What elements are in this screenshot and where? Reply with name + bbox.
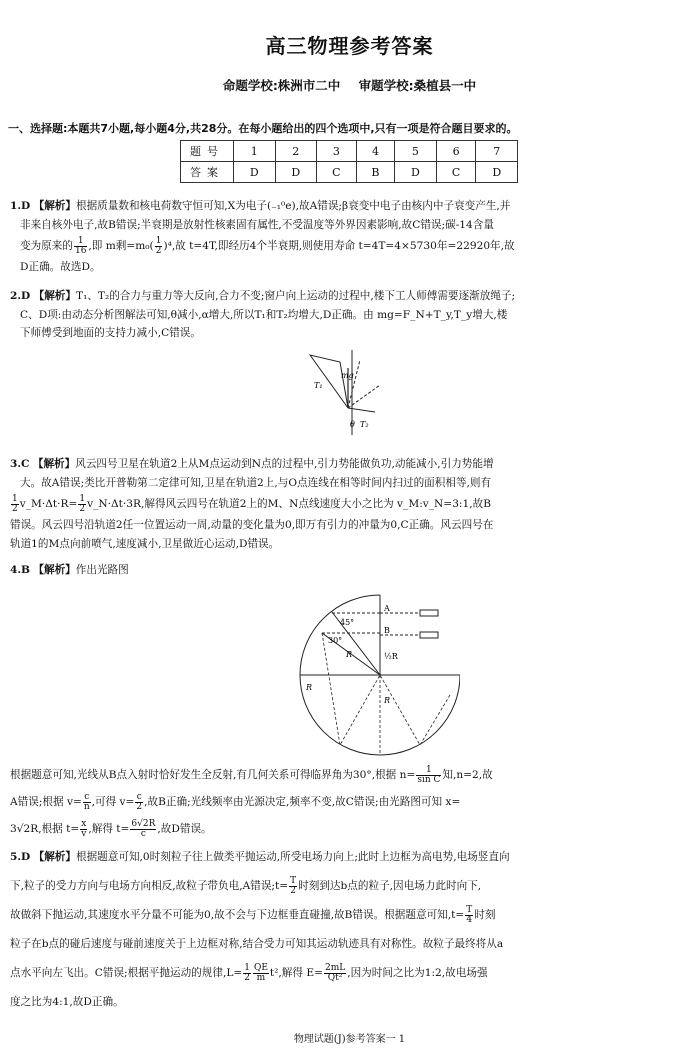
q1-fraction: $\frac{1}{16}$ — [74, 235, 87, 256]
q3-tag: 【解析】 — [32, 458, 76, 470]
q4b-fraction: $\frac{c}{2}$ — [136, 791, 143, 812]
q5-explanation — [10, 843, 690, 1017]
q5-line: 下,粒子的受力方向与电场方向相反,故粒子带负电,A错误;t= — [10, 880, 289, 892]
label-r: R — [346, 650, 353, 659]
q1-number: 1.D — [10, 200, 31, 212]
q5-number: 5.D — [10, 851, 31, 863]
q4-line: 作出光路图 — [75, 564, 129, 576]
q4-explanation-cont — [10, 762, 690, 843]
label-half-r: ½R — [384, 652, 398, 661]
q3-line: 大。故A错误;类比开普勒第二定律可知,卫星在轨道2上,与O点连线在相等时间内扫过的面积相等,则有 — [20, 476, 492, 489]
q2-line: 下师傅受到地面的支持力减小,C错误。 — [20, 327, 201, 339]
answer-table — [180, 140, 518, 183]
quarter-arc — [300, 595, 380, 675]
q5-fraction: $\frac{QE}{m}$ — [253, 962, 268, 983]
q5-line: 根据题意可知,0时刻粒子往上做类平抛运动,所受电场力向上;此时上边框为高电势,电场竖直向 — [76, 851, 510, 863]
q1-line: )⁴,故 t=4T,即经历4个半衰期,则使用寿命 t=4T=4×5730年=22920年,故 — [163, 240, 515, 252]
q5-fraction: $\frac{1}{2}$ — [244, 962, 250, 983]
q4b-line: A错误;根据 v= — [10, 796, 82, 808]
q4b-fraction: $\frac{6√2R}{c}$ — [131, 818, 156, 839]
answer-table-cell: C — [436, 162, 476, 183]
q4b-fraction: $\frac{x}{v}$ — [81, 818, 87, 839]
q5-line: 度之比为4:1,故D正确。 — [10, 996, 124, 1008]
q4-number: 4.B — [10, 564, 31, 576]
q5-line: 时刻到达b点的粒子,因电场力此时向下, — [298, 880, 482, 892]
q4b-line: ,可得 v= — [91, 796, 135, 808]
answer-table-cell: 2 — [275, 141, 317, 162]
reviewing-school: 审题学校:桑植县一中 — [358, 78, 477, 93]
q3-line: 错误。风云四号沿轨道2任一位置运动一周,动量的变化量为0,即万有引力的冲量为0,C正确。风云四号在 — [10, 519, 494, 531]
label-t2: T₂ — [360, 420, 369, 429]
q4b-line: 知,n=2,故 — [442, 769, 493, 781]
answer-table-cell: C — [317, 162, 357, 183]
label-theta: θ — [350, 420, 355, 429]
q4-tag: 【解析】 — [33, 564, 76, 576]
q5-fraction: $\frac{2mL}{\text{Qt²}}$ — [324, 962, 346, 983]
q5-line: ,因为时间之比为1:2,故电场强 — [347, 967, 488, 979]
page-subtitle — [0, 76, 699, 94]
q1-line: ,即 m剩=m₀( — [88, 240, 154, 252]
q2-tag: 【解析】 — [33, 290, 76, 302]
q3-line: v_M·Δt·R= — [19, 498, 78, 510]
answer-table-header: 答案 — [181, 162, 234, 183]
q5-fraction: $\frac{T}{4}$ — [466, 904, 473, 925]
label-mg: mg — [341, 371, 354, 380]
q3-line: 轨道1的M点向前喷气,速度减小,卫星做近心运动,D错误。 — [10, 537, 280, 550]
q5-tag: 【解析】 — [33, 851, 76, 863]
force-diagram-figure — [300, 350, 390, 435]
q4-explanation — [10, 561, 690, 580]
q2-line: C、D项:由动态分析图解法可知,θ减小,α增大,所以T₁和T₂均增大,D正确。由 mg=F_N+T_y,T_y增大,楼 — [20, 308, 508, 321]
section-heading: 一、选择题:本题共7小题,每小题4分,共28分。在每小题给出的四个选项中,只有一项是符合题目要求的。 — [8, 122, 518, 135]
q1-explanation — [10, 197, 690, 277]
answer-table-cell: D — [234, 162, 276, 183]
label-t1: T₁ — [314, 381, 323, 390]
q3-fraction: $\frac{1}{2}$ — [12, 493, 18, 514]
q4b-fraction: $\frac{c}{n}$ — [83, 791, 90, 812]
answer-table-cell: 6 — [436, 141, 476, 162]
q3-fraction: $\frac{1}{2}$ — [79, 493, 86, 514]
answer-table-cell: 7 — [476, 141, 518, 162]
label-30: 30° — [328, 636, 343, 645]
q5-fraction: $\frac{T}{2}$ — [290, 875, 297, 896]
q3-number: 3.C — [10, 458, 30, 470]
q5-line: t²,解得 E= — [269, 967, 323, 979]
answer-table-cell: D — [275, 162, 317, 183]
label-r3: R — [306, 683, 313, 692]
q2-line: T₁、T₂的合力与重力等大反向,合力不变;窗户向上运动的过程中,楼下工人师傅需要逐渐放绳子; — [76, 290, 516, 302]
q4b-fraction: $\frac{1}{\text{sin C}}$ — [417, 764, 441, 785]
answer-table-cell: 5 — [395, 141, 437, 162]
answer-table-cell: 4 — [356, 141, 394, 162]
light-path — [322, 633, 450, 745]
q1-tag: 【解析】 — [33, 200, 76, 212]
q5-line: 故做斜下抛运动,其速度水平分量不可能为0,故不会与下边框垂直碰撞,故B错误。根据题意可知,t= — [10, 909, 465, 921]
q4b-line: ,解得 t= — [88, 823, 130, 835]
q4b-line: ,故B正确;光线频率由光源决定,频率不变,故C错误;由光路图可知 x= — [144, 796, 461, 808]
proposing-school: 命题学校:株洲市二中 — [222, 78, 341, 93]
answer-table-number-row — [181, 141, 518, 162]
q1-line: 变为原来的 — [20, 240, 73, 252]
q1-line: 非来自核外电子,故B错误;半衰期是放射性核素固有属性,不受温度等外界因素影响,故C错误;碳-14含量 — [20, 218, 494, 231]
q2-explanation — [10, 287, 690, 343]
answer-table-cell: B — [356, 162, 394, 183]
page-footer: 物理试题(J)参考答案一 1 — [293, 1034, 406, 1045]
label-a: A — [384, 604, 390, 613]
answer-table-header: 题号 — [181, 141, 234, 162]
answer-table-cell: D — [395, 162, 437, 183]
q5-line: 粒子在b点的碰后速度与碰前速度关于上边框对称,结合受力可知其运动轨迹具有对称性。故粒子最终将从a — [10, 938, 504, 950]
q5-line: 点水平向左飞出。C错误;根据平抛运动的规律,L= — [10, 967, 243, 979]
q4b-line: 根据题意可知,光线从B点入射时恰好发生全反射,有几何关系可得临界角为30°,根据 n= — [10, 769, 416, 781]
answer-table-answer-row — [181, 162, 518, 183]
laser-a — [420, 610, 438, 616]
q1-fraction: $\frac{1}{2}$ — [155, 235, 162, 256]
q1-line: 根据质量数和核电荷数守恒可知,X为电子(₋₁⁰e),故A错误;β衰变中电子由核内中子衰变产生,并 — [76, 200, 511, 212]
q3-line: v_N·Δt·3R,解得风云四号在轨道2上的M、N点线速度大小之比为 v_M:v_N=3:1,故B — [87, 498, 491, 510]
laser-b — [420, 632, 438, 638]
q4b-line: 3√2R,根据 t= — [10, 823, 80, 835]
q4b-line: ,故D错误。 — [157, 823, 212, 835]
label-b: B — [384, 626, 390, 635]
label-r2: R — [384, 696, 391, 705]
light-path-figure — [270, 585, 460, 760]
q3-explanation — [10, 455, 690, 553]
q5-line: 时刻 — [474, 909, 496, 921]
q2-number: 2.D — [10, 290, 31, 302]
answer-table-cell: 1 — [234, 141, 276, 162]
q3-line: 风云四号卫星在轨道2上从M点运动到N点的过程中,引力势能做负功,动能减小,引力势能增 — [75, 458, 494, 470]
answer-table-cell: 3 — [317, 141, 357, 162]
label-45: 45° — [340, 618, 355, 627]
q1-line: D正确。故选D。 — [20, 261, 101, 273]
answer-table-cell: D — [476, 162, 518, 183]
page-title: 高三物理参考答案 — [265, 34, 434, 58]
